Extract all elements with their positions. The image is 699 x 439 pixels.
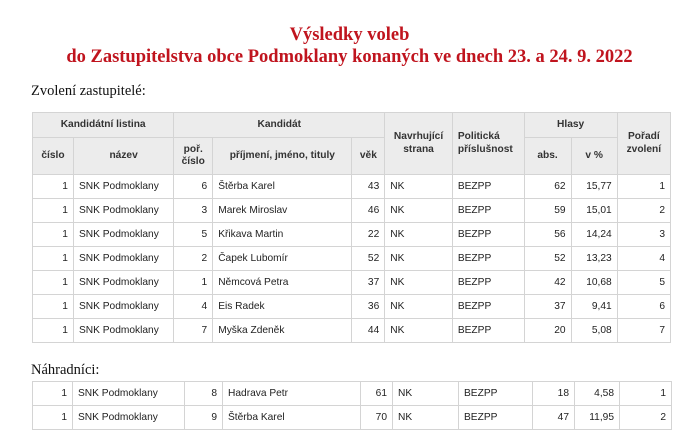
cell-votes-pct: 13,23 <box>571 247 617 271</box>
cell-affiliation: BEZPP <box>452 199 524 223</box>
cell-list-number: 1 <box>33 199 74 223</box>
cell-votes-pct: 15,01 <box>571 199 617 223</box>
table-row <box>33 271 671 295</box>
cell-position: 9 <box>185 406 223 430</box>
header-number: číslo <box>33 138 74 175</box>
cell-affiliation: BEZPP <box>452 247 524 271</box>
cell-list-name: SNK Podmoklany <box>73 175 173 199</box>
cell-age: 44 <box>352 319 385 343</box>
cell-nominating: NK <box>385 247 453 271</box>
cell-votes-abs: 42 <box>524 271 571 295</box>
cell-votes-pct: 15,77 <box>571 175 617 199</box>
cell-votes-abs: 37 <box>524 295 571 319</box>
substitutes-label: Náhradníci: <box>31 362 100 378</box>
table-row <box>33 319 671 343</box>
table-row <box>33 406 672 430</box>
header-name: název <box>73 138 173 175</box>
header-nominating: Navrhující strana <box>385 113 453 175</box>
cell-order: 7 <box>617 319 670 343</box>
header-age: věk <box>352 138 385 175</box>
cell-nominating: NK <box>385 199 453 223</box>
cell-candidate-name: Němcová Petra <box>213 271 352 295</box>
cell-votes-abs: 52 <box>524 247 571 271</box>
cell-position: 1 <box>174 271 213 295</box>
header-votes: Hlasy <box>524 113 617 138</box>
header-pct: v % <box>571 138 617 175</box>
cell-affiliation: BEZPP <box>452 223 524 247</box>
cell-age: 36 <box>352 295 385 319</box>
cell-list-number: 1 <box>33 319 74 343</box>
cell-age: 70 <box>361 406 393 430</box>
cell-votes-pct: 14,24 <box>571 223 617 247</box>
cell-affiliation: BEZPP <box>459 406 533 430</box>
cell-votes-pct: 9,41 <box>571 295 617 319</box>
cell-list-name: SNK Podmoklany <box>73 319 173 343</box>
cell-votes-abs: 47 <box>533 406 575 430</box>
cell-nominating: NK <box>385 319 453 343</box>
cell-list-name: SNK Podmoklany <box>73 223 173 247</box>
cell-list-number: 1 <box>33 271 74 295</box>
cell-candidate-name: Hadrava Petr <box>223 382 361 406</box>
cell-votes-abs: 62 <box>524 175 571 199</box>
cell-list-name: SNK Podmoklany <box>73 295 173 319</box>
elected-rows <box>33 175 671 343</box>
header-fullname: příjmení, jméno, tituly <box>213 138 352 175</box>
cell-age: 46 <box>352 199 385 223</box>
cell-nominating: NK <box>385 271 453 295</box>
cell-nominating: NK <box>393 406 459 430</box>
cell-order: 2 <box>620 406 672 430</box>
cell-candidate-name: Štěrba Karel <box>213 175 352 199</box>
cell-position: 3 <box>174 199 213 223</box>
cell-position: 8 <box>185 382 223 406</box>
cell-votes-abs: 20 <box>524 319 571 343</box>
cell-age: 43 <box>352 175 385 199</box>
cell-position: 4 <box>174 295 213 319</box>
header-order: Pořadí zvolení <box>617 113 670 175</box>
cell-nominating: NK <box>385 175 453 199</box>
cell-candidate-name: Štěrba Karel <box>223 406 361 430</box>
table-row <box>33 295 671 319</box>
cell-votes-pct: 10,68 <box>571 271 617 295</box>
cell-order: 5 <box>617 271 670 295</box>
cell-age: 61 <box>361 382 393 406</box>
elected-table <box>32 112 671 343</box>
cell-list-number: 1 <box>33 406 73 430</box>
cell-candidate-name: Marek Miroslav <box>213 199 352 223</box>
cell-nominating: NK <box>385 223 453 247</box>
cell-list-number: 1 <box>33 382 73 406</box>
header-candidate: Kandidát <box>174 113 385 138</box>
cell-list-number: 1 <box>33 295 74 319</box>
substitutes-table <box>32 381 672 430</box>
header-political: Politická příslušnost <box>452 113 524 175</box>
cell-affiliation: BEZPP <box>452 175 524 199</box>
title-line-1: Výsledky voleb <box>289 25 410 45</box>
cell-list-name: SNK Podmoklany <box>73 199 173 223</box>
cell-list-number: 1 <box>33 175 74 199</box>
cell-candidate-name: Myška Zdeněk <box>213 319 352 343</box>
cell-list-name: SNK Podmoklany <box>73 382 185 406</box>
cell-position: 7 <box>174 319 213 343</box>
cell-list-number: 1 <box>33 223 74 247</box>
cell-order: 2 <box>617 199 670 223</box>
cell-list-number: 1 <box>33 247 74 271</box>
cell-list-name: SNK Podmoklany <box>73 406 185 430</box>
table-row <box>33 199 671 223</box>
cell-votes-abs: 56 <box>524 223 571 247</box>
cell-votes-pct: 5,08 <box>571 319 617 343</box>
header-order-num: poř. číslo <box>174 138 213 175</box>
cell-order: 1 <box>620 382 672 406</box>
cell-nominating: NK <box>393 382 459 406</box>
page-title <box>0 24 699 68</box>
cell-list-name: SNK Podmoklany <box>73 247 173 271</box>
substitute-rows <box>33 382 672 430</box>
cell-affiliation: BEZPP <box>452 271 524 295</box>
cell-candidate-name: Eis Radek <box>213 295 352 319</box>
elected-label: Zvolení zastupitelé: <box>31 83 146 99</box>
cell-order: 6 <box>617 295 670 319</box>
cell-candidate-name: Křikava Martin <box>213 223 352 247</box>
cell-order: 1 <box>617 175 670 199</box>
header-list: Kandidátní listina <box>33 113 174 138</box>
cell-position: 5 <box>174 223 213 247</box>
cell-votes-abs: 59 <box>524 199 571 223</box>
cell-nominating: NK <box>385 295 453 319</box>
title-line-2: do Zastupitelstva obce Podmoklany konaných ve dnech 23. a 24. 9. 2022 <box>66 47 633 67</box>
cell-list-name: SNK Podmoklany <box>73 271 173 295</box>
cell-affiliation: BEZPP <box>452 319 524 343</box>
table-row <box>33 175 671 199</box>
cell-affiliation: BEZPP <box>459 382 533 406</box>
table-row <box>33 247 671 271</box>
cell-order: 3 <box>617 223 670 247</box>
cell-age: 37 <box>352 271 385 295</box>
cell-affiliation: BEZPP <box>452 295 524 319</box>
cell-candidate-name: Čapek Lubomír <box>213 247 352 271</box>
table-row <box>33 223 671 247</box>
cell-votes-abs: 18 <box>533 382 575 406</box>
cell-age: 52 <box>352 247 385 271</box>
cell-order: 4 <box>617 247 670 271</box>
cell-age: 22 <box>352 223 385 247</box>
cell-position: 6 <box>174 175 213 199</box>
cell-votes-pct: 4,58 <box>575 382 620 406</box>
cell-votes-pct: 11,95 <box>575 406 620 430</box>
header-abs: abs. <box>524 138 571 175</box>
cell-position: 2 <box>174 247 213 271</box>
table-row <box>33 382 672 406</box>
